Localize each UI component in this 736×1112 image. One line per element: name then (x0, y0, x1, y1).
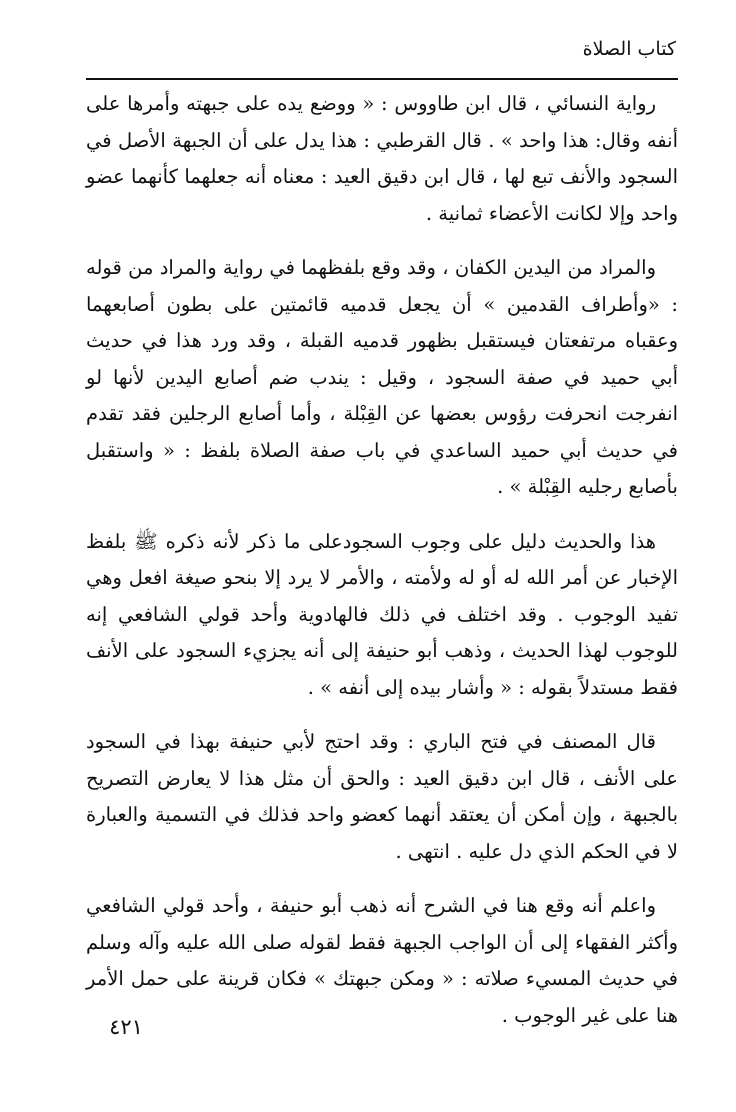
paragraph-5: واعلم أنه وقع هنا في الشرح أنه ذهب أبو حنيفة ، وأحد قولي الشافعي وأكثر الفقهاء إلى أن الواجب الجبهة فقط لقوله صلى الله عليه وآله وسلم في حديث المسيء صلاته : « ومكن جبهتك » فكان قرينة على حمل الأمر هنا على غير الوجوب . (86, 894, 678, 1027)
paragraph-1: رواية النسائي ، قال ابن طاووس : « ووضع يده على جبهته وأمرها على أنفه وقال: هذا واحد » . قال القرطبي : هذا يدل على أن الجبهة الأصل في السجود والأنف تبع لها ، قال ابن دقيق العيد : معناه أنه جعلهما كأنهما عضو واحد وإلا لكانت الأعضاء ثمانية . (86, 92, 678, 225)
body-text (86, 86, 678, 1034)
paragraph-2: والمراد من اليدين الكفان ، وقد وقع بلفظهما في رواية والمراد من قوله : «وأطراف القدمين » أن يجعل قدميه قائمتين على بطون أصابعهما وعقباه مرتفعتان فيستقبل بظهور قدميه القبلة ، وقد ورد هذا في حديث أبي حميد في صفة السجود ، وقيل : يندب ضم أصابع اليدين لأنها لو انفرجت انحرفت رؤوس بعضها عن القِبْلة ، وأما أصابع الرجلين فقد تقدم في حديث أبي حميد الساعدي في باب صفة الصلاة بلفظ : « واستقبل بأصابع رجليه القِبْلة » . (86, 256, 678, 498)
header-rule (86, 78, 678, 80)
page-number: ٤٢١ (109, 1015, 143, 1039)
paragraph-3: هذا والحديث دليل على وجوب السجودعلى ما ذكر لأنه ذكره ﷺ بلفظ الإخبار عن أمر الله له أو له ولأمته ، والأمر لا يرد إلا بنحو صيغة افعل وهي تفيد الوجوب . وقد اختلف في ذلك فالهادوية وأحد قولي الشافعي إنه للوجوب لهذا الحديث ، وذهب أبو حنيفة إلى أنه يجزيء السجود على الأنف فقط مستدلاً بقوله : « وأشار بيده إلى أنفه » . (86, 529, 678, 699)
paragraph-4: قال المصنف في فتح الباري : وقد احتج لأبي حنيفة بهذا في السجود على الأنف ، قال ابن دقيق العيد : والحق أن مثل هذا لا يعارض التصريح بالجبهة ، وإن أمكن أن يعتقد أنهما كعضو واحد فذلك في التسمية والعبارة لا في الحكم الذي دل عليه . انتهى . (86, 730, 678, 863)
running-title: كتاب الصلاة (582, 38, 676, 60)
